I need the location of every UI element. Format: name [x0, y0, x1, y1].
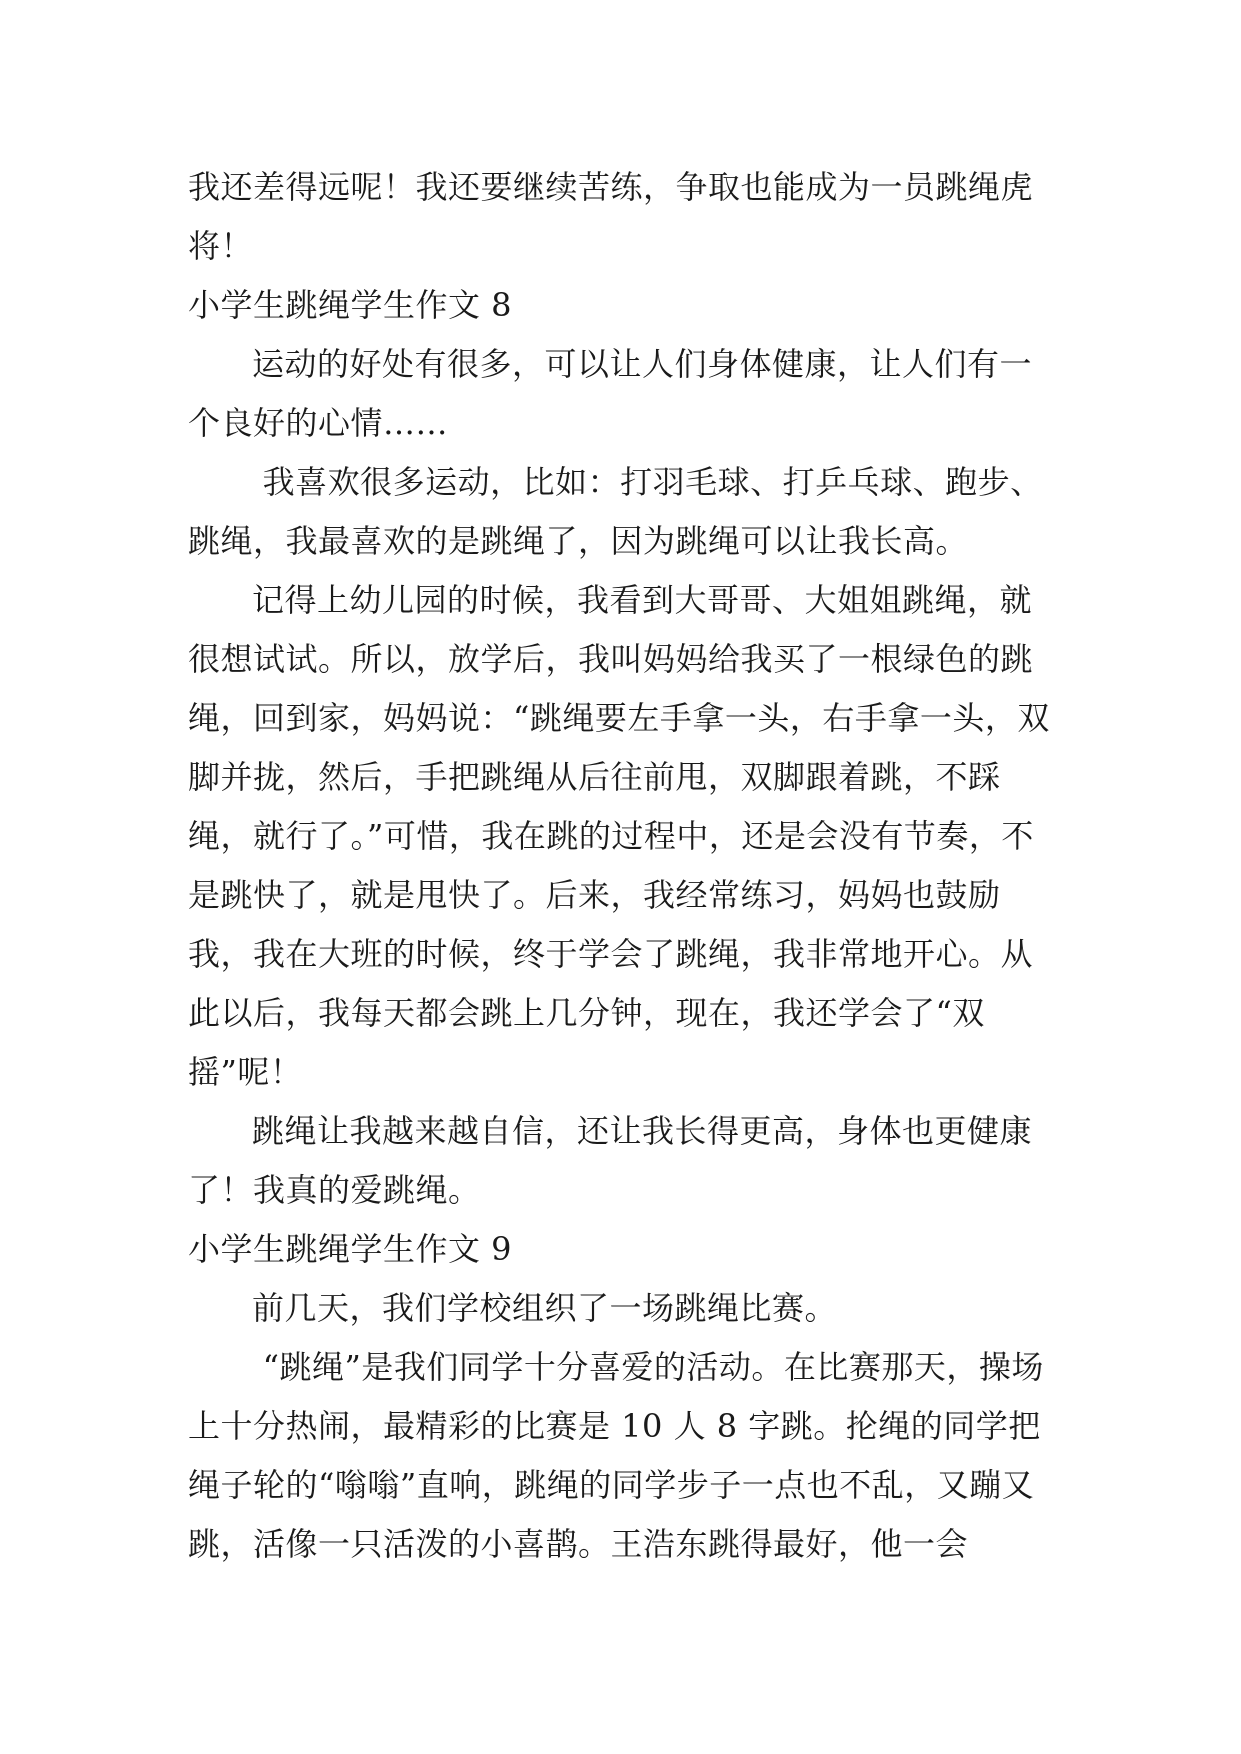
paragraph-4: 记得上幼儿园的时候，我看到大哥哥、大姐姐跳绳，就很想试试。所以，放学后，我叫妈妈给我买了一根绿色的跳绳，回到家，妈妈说：“跳绳要左手拿一头，右手拿一头，双脚并拢，然后，手把跳绳从后往前甩，双脚跟着跳，不踩绳，就行了。”可惜，我在跳的过程中，还是会没有节奏，不是跳快了，就是甩快了。后来，我经常练习，妈妈也鼓励我，我在大班的时候，终于学会了跳绳，我非常地开心。从此以后，我每天都会跳上几分钟，现在，我还学会了“双摇”呢！ — [188, 581, 1050, 1091]
paragraph-6: 前几天，我们学校组织了一场跳绳比赛。 — [252, 1289, 838, 1327]
essay-heading-9: 小学生跳绳学生作文 9 — [188, 1230, 513, 1268]
paragraph-1: 我还差得远呢！我还要继续苦练，争取也能成为一员跳绳虎将！ — [188, 168, 1034, 265]
paragraph-5: 跳绳让我越来越自信，还让我长得更高，身体也更健康了！我真的爱跳绳。 — [188, 1112, 1033, 1209]
paragraph-7: “跳绳”是我们同学十分喜爱的活动。在比赛那天，操场上十分热闹，最精彩的比赛是 10 人 8 字跳。抡绳的同学把绳子轮的“嗡嗡”直响，跳绳的同学步子一点也不乱，又蹦又跳，活像一只活泼的小喜鹊。王浩东跳得最好，他一会 — [188, 1348, 1044, 1563]
paragraph-3: 我喜欢很多运动，比如：打羽毛球、打乒乓球、跑步、跳绳，我最喜欢的是跳绳了，因为跳绳可以让我长高。 — [188, 463, 1043, 560]
essay-heading-8: 小学生跳绳学生作文 8 — [188, 286, 513, 324]
document-body — [188, 158, 1058, 1574]
paragraph-2: 运动的好处有很多，可以让人们身体健康，让人们有一个良好的心情…… — [188, 345, 1033, 442]
